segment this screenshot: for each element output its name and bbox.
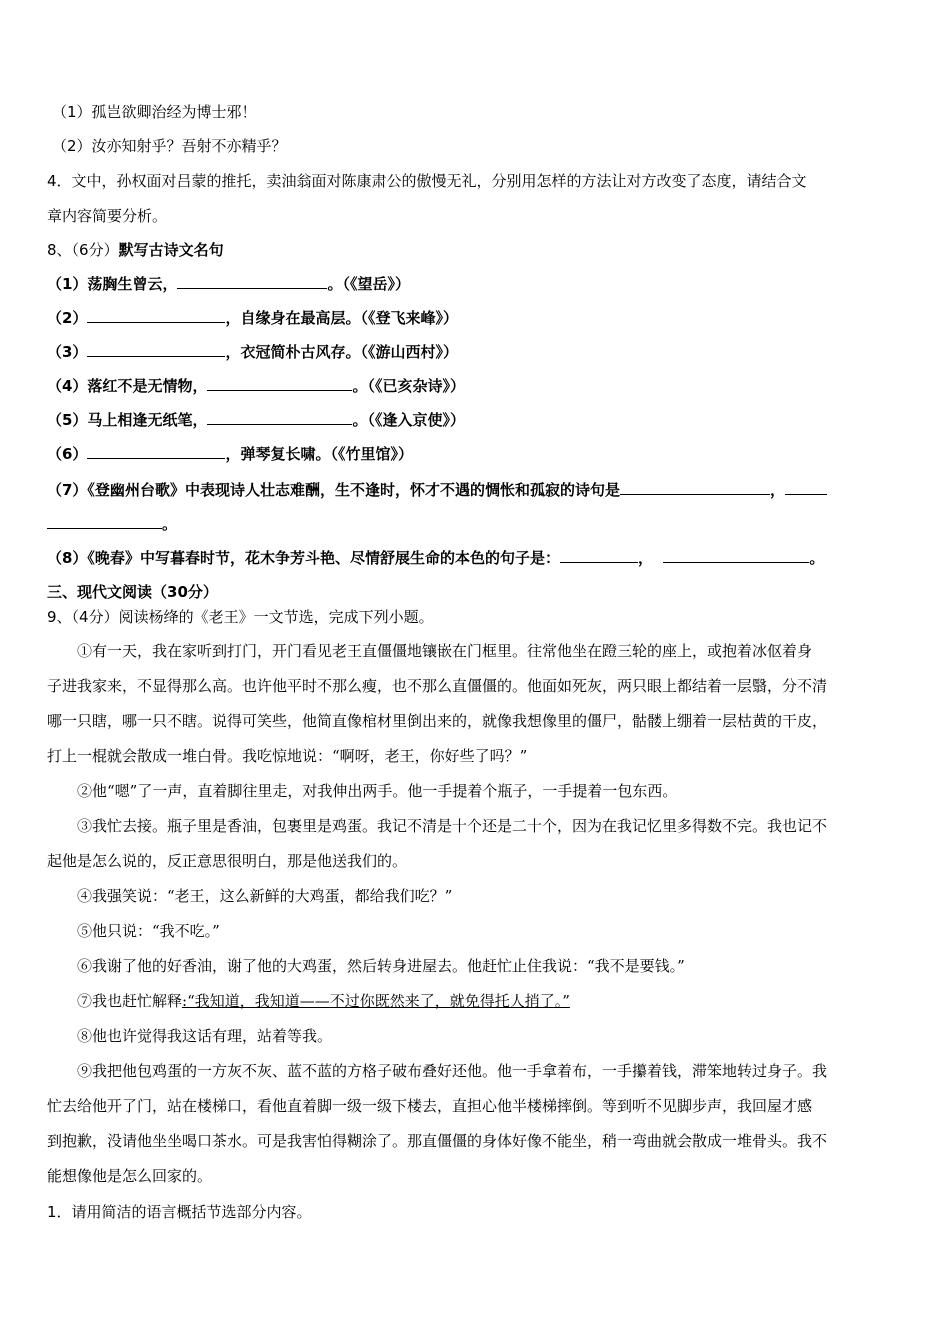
poem-text: 。 (162, 515, 178, 533)
fill-blank[interactable] (207, 376, 352, 391)
question-line: （2）汝亦知射乎？吾射不亦精乎？ (52, 137, 287, 155)
q8-header-title: 默写古诗文名句 (118, 241, 224, 259)
fill-blank[interactable] (207, 410, 352, 425)
poem-text: 。 (809, 549, 825, 567)
section-title: 三、现代文阅读（30分） (47, 583, 218, 601)
poem-item (47, 548, 824, 568)
poem-text: ，自缘身在最高层。（《登飞来峰》） (225, 309, 458, 327)
fill-blank[interactable] (620, 480, 770, 495)
passage-line: 子进我家来，不显得那么高。也许他平时不那么瘦，也不那么直僵僵的。他面如死灰，两只眼上都结着一层翳，分不清 (47, 677, 828, 695)
passage-line: 忙去给他开了门，站在楼梯口，看他直着脚一级一级下楼去，直担心他半楼梯摔倒。等到听不见脚步声，我回屋才感 (47, 1097, 813, 1115)
poem-item (47, 308, 458, 328)
passage-line: ②他“嗯”了一声，直着脚往里走，对我伸出两手。他一手提着个瓶子，一手提着一包东西。 (77, 782, 678, 800)
passage-line: ①有一天，我在家听到打门，开门看见老王直僵僵地镶嵌在门框里。往常他坐在蹬三轮的座上，或抱着冰伛着身 (77, 642, 813, 660)
poem-text: ，弹琴复长啸。（《竹里馆》） (225, 445, 413, 463)
fill-blank[interactable] (87, 342, 225, 357)
question-line: （1）孤岂欲卿治经为博士邪！ (52, 103, 257, 121)
question-intro: 9、（4分）阅读杨绛的《老王》一文节选，完成下列小题。 (47, 608, 434, 626)
poem-item (47, 480, 827, 500)
poem-item (47, 342, 458, 362)
passage-line: ④我强笑说：“老王，这么新鲜的大鸡蛋，都给我们吃？” (77, 887, 453, 905)
poem-item (47, 410, 465, 430)
poem-text: （4）落红不是无情物， (47, 377, 208, 395)
q8-header (47, 240, 224, 260)
passage-line (77, 991, 570, 1011)
poem-text: ， (637, 549, 653, 567)
poem-text: （1）荡胸生曾云， (47, 275, 178, 293)
passage-line: ⑤他只说：“我不吃。” (77, 922, 220, 940)
poem-text: 。（《已亥杂诗》） (352, 377, 465, 395)
poem-item (47, 274, 410, 294)
fill-blank[interactable] (47, 514, 162, 529)
fill-blank[interactable] (87, 308, 225, 323)
passage-line: 哪一只瞎，哪一只不瞎。说得可笑些，他简直像棺材里倒出来的，就像我想像里的僵尸，骷髅上绷着一层枯黄的干皮， (47, 712, 828, 730)
poem-text: （5）马上相逢无纸笔， (47, 411, 208, 429)
fill-blank[interactable] (785, 480, 827, 495)
passage-line: 能想像他是怎么回家的。 (47, 1167, 213, 1185)
passage-line: ⑨我把他包鸡蛋的一方灰不灰、蓝不蓝的方格子破布叠好还他。他一手拿着布，一手攥着钱，滞笨地转过身子。我 (77, 1062, 828, 1080)
passage-text: ⑦我也赶忙解释 (77, 992, 183, 1010)
passage-line: 到抱歉，没请他坐坐喝口茶水。可是我害怕得糊涂了。那直僵僵的身体好像不能坐，稍一弯曲就会散成一堆骨头。我不 (47, 1132, 828, 1150)
passage-line: ⑥我谢了他的好香油，谢了他的大鸡蛋，然后转身进屋去。他赶忙止住我说：“我不是要钱。” (77, 957, 685, 975)
poem-text: ， (769, 481, 785, 499)
poem-item (47, 376, 465, 396)
poem-text: ，衣冠简朴古风存。（《游山西村》） (225, 343, 458, 361)
poem-item (47, 514, 177, 534)
fill-blank[interactable] (87, 444, 225, 459)
poem-text: 。（《逢入京使》） (352, 411, 465, 429)
poem-text: （2） (47, 309, 88, 327)
poem-text: 。（《望岳》） (327, 275, 410, 293)
passage-line: 打上一棍就会散成一堆白骨。我吃惊地说：“啊呀，老王，你好些了吗？” (47, 747, 528, 765)
poem-text: （7）《登幽州台歌》中表现诗人壮志难酬，生不逢时，怀才不遇的惆怅和孤寂的诗句是 (47, 481, 620, 499)
passage-line: 起他是怎么说的，反正意思很明白，那是他送我们的。 (47, 852, 408, 870)
question-line: 章内容简要分析。 (47, 207, 168, 225)
poem-item (47, 444, 413, 464)
question-line: 4．文中，孙权面对吕蒙的推托，卖油翁面对陈康肃公的傲慢无礼，分别用怎样的方法让对方改变了态度，请结合文 (47, 172, 807, 190)
fill-blank[interactable] (177, 274, 327, 289)
passage-line: ⑧他也许觉得我这话有理，站着等我。 (77, 1027, 333, 1045)
q8-header-prefix: 8、（6分） (47, 241, 119, 259)
poem-text: （6） (47, 445, 88, 463)
poem-text: （8）《晚春》中写暮春时节，花木争芳斗艳、尽情舒展生命的本色的句子是： (47, 549, 560, 567)
poem-text: （3） (47, 343, 88, 361)
fill-blank[interactable] (560, 548, 638, 563)
question-line: 1．请用简洁的语言概括节选部分内容。 (47, 1203, 312, 1221)
fill-blank[interactable] (663, 548, 809, 563)
passage-line: ③我忙去接。瓶子里是香油，包裹里是鸡蛋。我记不清是十个还是二十个，因为在我记忆里多得数不完。我也记不 (77, 817, 828, 835)
underlined-sentence: :“我知道，我知道——不过你既然来了，就免得托人捎了。” (182, 992, 570, 1010)
